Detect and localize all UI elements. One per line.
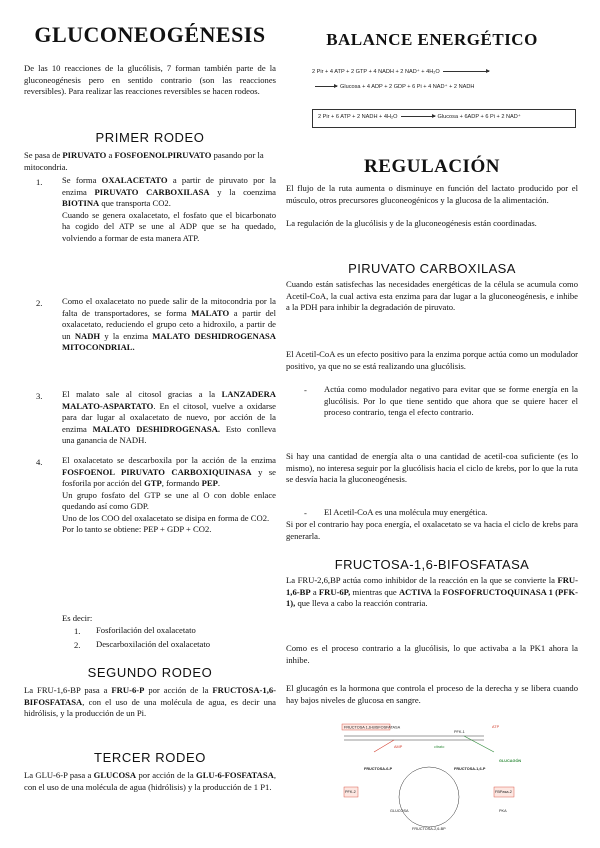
fbp2-label: FBPasa-2	[495, 790, 512, 794]
list-number: 2.	[36, 298, 43, 308]
intro-paragraph: De las 10 reacciones de la glucólisis, 7 forman también parte de la gluconeogénesis pero en sentido contrario (son las reacciones reversibles). Para realizar las reacciones reversibles se hacen rodeos.	[24, 63, 276, 96]
tercer-rodeo-heading: TERCER RODEO	[94, 750, 206, 765]
pc-paragraph-2: El Acetil-CoA es un efecto positivo para la enzima porque actúa como un modulador positivo, ya que no se está realizando una glucólisis.	[286, 349, 578, 371]
list-item: El malato sale al citosol gracias a la LANZADERA MALATO-ASPARTATO. En el citosol, vuelve a oxidarse para dar lugar al oxalacetato de nuevo, por acción de la enzima MALATO DESHIDROGENASA. Esto conlleva una ganancia de NADH.	[62, 389, 276, 445]
balance-eq-1: 2 Pir + 4 ATP + 2 GTP + 4 NADH + 2 NAD⁺ + 4H₂O	[312, 69, 492, 75]
bullet-dash: -	[304, 385, 307, 395]
glucosa-label: GLUCOSA	[390, 809, 409, 813]
citrate-label: citrato	[434, 745, 445, 749]
f6p-label: FRUCTOSA-6-P	[364, 767, 393, 771]
es-decir-label: Es decir:	[62, 613, 93, 623]
pc-paragraph-4: Si por el contrario hay poca energía, el oxalacetato se va hacia el ciclo de krebs para generarla.	[286, 519, 578, 541]
fb-paragraph-3: El glucagón es la hormona que controla el proceso de la derecha y se libera cuando hay bajos niveles de glucosa en sangre.	[286, 683, 578, 705]
pc-bullet-2: El Acetil-CoA es una molécula muy energética.	[324, 507, 488, 517]
fb-paragraph-1: La FRU-2,6,BP actúa como inhibidor de la reacción en la que se convierte la FRU-1,6-BP a FRU-6P, mientras que ACTIVA la FOSFOFRUCTOQUINASA 1 (PFK-1), que lleva a cabo la reacción contraria.	[286, 575, 579, 608]
rodeo3-paragraph: La GLU-6-P pasa a GLUCOSA por acción de la GLU-6-FOSFATASA, con el uso de una molécula de agua (hidrólisis) y la producción de 1 P1.	[24, 770, 276, 792]
glucagon-label: GLUCAGÓN	[499, 759, 522, 763]
list-item: El oxalacetato se descarboxila por la acción de la enzima FOSFOENOL PIRUVATO CARBOXIQUINASA y se fosforila por acción del GTP, formando PEP. Un grupo fosfato del GTP se une al O con doble enlace quedando así como GDP. Uno de los COO del oxalacetato se disipa en forma de CO2. Por lo tanto se obtiene: PEP + GDP + CO2.	[62, 455, 276, 534]
balance-title: BALANCE ENERGÉTICO	[326, 30, 538, 49]
arrow-right-icon	[315, 86, 337, 87]
pka-label: PKA	[499, 809, 507, 813]
activation-arrow	[464, 736, 494, 752]
pfk2-label: PFK-2	[345, 790, 356, 794]
balance-eq-2: Glucosa + 4 ADP + 2 GDP + 6 Pi + 4 NAD⁺ + 2 NADH	[312, 84, 474, 90]
sub-list-number: 2.	[74, 640, 81, 650]
inhibition-line	[374, 740, 394, 752]
atp-label: ATP	[492, 725, 500, 729]
rodeo1-intro: Se pasa de PIRUVATO a FOSFOENOLPIRUVATO pasando por la mitocondria.	[24, 150, 264, 172]
fructosa-bifosfatasa-heading: FRUCTOSA-1,6-BIFOSFATASA	[334, 557, 530, 572]
arrow-right-icon	[401, 116, 435, 117]
arrow-right-icon	[443, 71, 489, 72]
rodeo2-paragraph: La FRU-1,6-BP pasa a FRU-6-P por acción de la FRUCTOSA-1,6-BIFOSFATASA, con el uso de una molécula de agua, es decir una hidrólisis, y la producción de un Pi.	[24, 685, 277, 718]
list-number: 4.	[36, 457, 43, 467]
piruvato-carboxilasa-heading: PIRUVATO CARBOXILASA	[348, 261, 516, 276]
pfk-label: PFK-1	[454, 730, 465, 734]
fb-paragraph-2: Como es el proceso contrario a la glucólisis, lo que activaba a la PK1 ahora la inhibe.	[286, 643, 578, 665]
cycle-circle	[399, 767, 459, 827]
regulation-diagram	[334, 722, 534, 842]
sub-list-item: Descarboxilación del oxalacetato	[96, 639, 211, 649]
pc-bullet-1: Actúa como modulador negativo para evitar que se forme energía en la glucólisis. Por lo que tiene sentido que ahora que se quiere hacer el proceso contrario, tenga el efecto contrario.	[324, 384, 578, 417]
list-item: Se forma OXALACETATO a partir de piruvato por la enzima PIRUVATO CARBOXILASA y la coenzima BIOTINA que transporta CO2. Cuando se genera oxalacetato, el fosfato que el bicarbonato ha cogido del ATP se une al ADP que se ha quedado, volviendo a formar de esta manera ATP.	[62, 175, 276, 243]
f16-label: FRUCTOSA-1,6-P	[454, 767, 486, 771]
f26-label: FRUCTOSA-2,6-BP	[412, 827, 446, 831]
pc-paragraph-3: Si hay una cantidad de energía alta o una cantidad de acetil-coa suficiente (es lo mismo), no interesa seguir por la glucólisis hacia el ciclo de krebs, por lo que la ruta se desvía hacia la gluconeogénesis.	[286, 451, 578, 484]
bullet-dash: -	[304, 508, 307, 518]
page-title: GLUCONEOGÉNESIS	[34, 22, 266, 47]
list-number: 1.	[36, 177, 43, 187]
pc-paragraph-1: Cuando están satisfechas las necesidades energéticas de la célula se acumula como Acetil-CoA, la cual activa esta enzima para dar lugar a la gluconeogénesis, e inhibe a la PDH para inhibir la degradación de piruvato.	[286, 279, 578, 312]
sub-list-number: 1.	[74, 626, 81, 636]
reg-paragraph-2: La regulación de la glucólisis y de la gluconeogénesis están coordinadas.	[286, 218, 537, 228]
primer-rodeo-heading: PRIMER RODEO	[95, 130, 205, 145]
balance-eq-3: 2 Pir + 6 ATP + 2 NADH + 4H₂O Glucosa + 6ADP + 6 Pi + 2 NAD⁺	[318, 114, 521, 120]
segundo-rodeo-heading: SEGUNDO RODEO	[87, 665, 213, 680]
reg-paragraph-1: El flujo de la ruta aumenta o disminuye en función del lactato producido por el músculo, otros precursores gluconeogénicos y la glucosa de la alimentación.	[286, 183, 578, 205]
list-number: 3.	[36, 391, 43, 401]
fbp-label: FRUCTOSA 1,6-BISFOSFATASA	[344, 725, 401, 730]
list-item: Como el oxalacetato no puede salir de la mitocondria por la falta de transportadores, se forma MALATO a partir del oxalacetato, reduciendo el grupo ceto a hidroxilo, a partir de un NADH y la enzima MALATO DESHIDROGENASA MITOCONDRIAL.	[62, 296, 277, 352]
sub-list-item: Fosforilación del oxalacetato	[96, 625, 196, 635]
amp-label: AMP	[394, 745, 403, 749]
regulacion-title: REGULACIÓN	[364, 156, 500, 177]
